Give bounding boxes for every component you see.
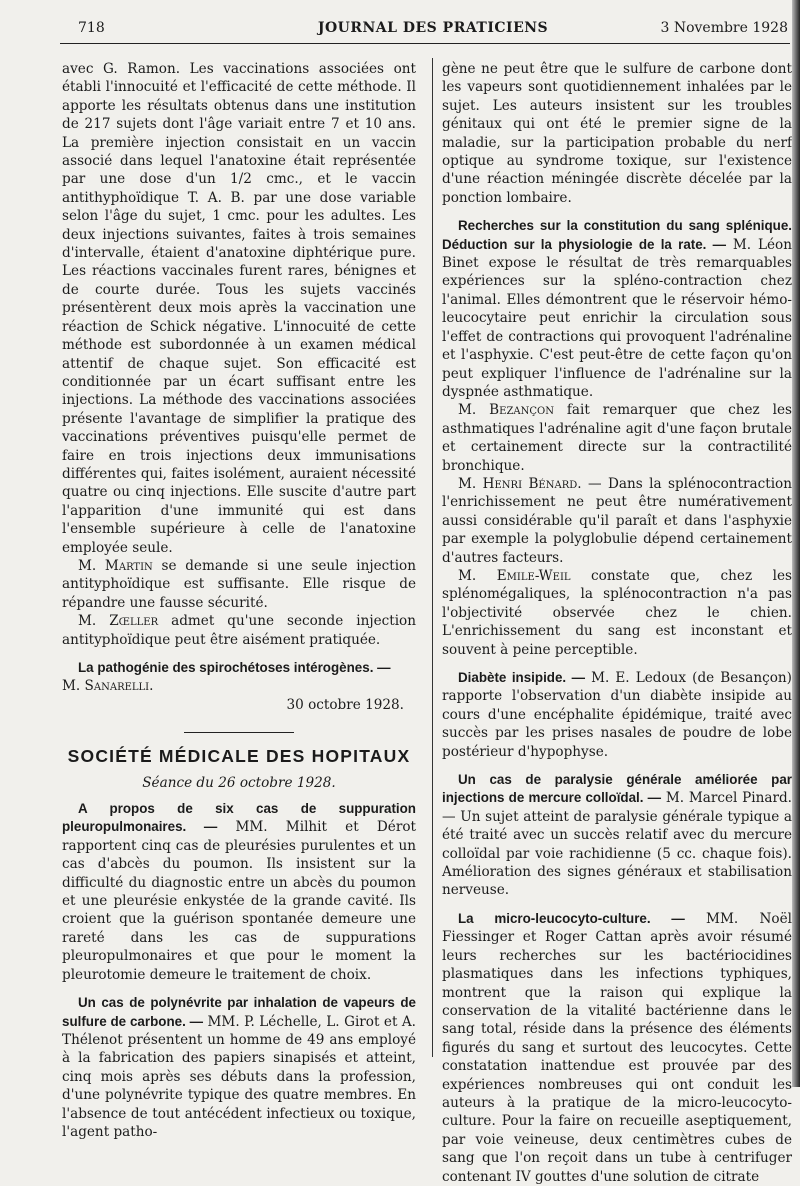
article-body: MM. P. Léchelle, L. Girot et A. Thélenot présentent un homme de 49 ans employé à la fabrication des papiers sinapisés et atteint, cinq mois après ses débuts dans la profession, d'une polynévrite typique des quatre membres. En l'absence de tout antécédent infectieux ou toxique, l'agent patho-	[62, 1013, 416, 1140]
paragraph-martin	[62, 557, 416, 612]
page-number: 718	[78, 20, 105, 36]
society-heading: SOCIÉTÉ MÉDICALE DES HOPITAUX	[67, 746, 411, 767]
article-title: Un cas de polynévrite par inhalation de vapeurs de sulfure de carbone. —	[62, 995, 416, 1029]
author-benard: M. Henri Bénard.	[458, 475, 582, 492]
spacer	[442, 900, 792, 910]
paragraph-zoeller	[62, 612, 416, 649]
article-body: MM. Milhit et Dérot rapportent cinq cas de pleurésies purulentes et un cas d'abcès du poumon. Ils insistent sur la difficulté du diagnostic entre un abcès du poumon et une pleurésie enkystée de la grande cavité. Ils croient que la guérison spontanée demeure une rareté dans les cas de suppurations pleuropulmonaires et que pour le moment la pleurotomie demeure le traitement de choix.	[62, 819, 416, 983]
page-header	[78, 20, 788, 42]
paragraph-benard	[442, 475, 792, 567]
article-title: La pathogénie des spirochétoses intérogènes. —	[78, 660, 391, 675]
journal-title: JOURNAL DES PRATICIENS	[317, 20, 549, 36]
binding-edge	[792, 0, 800, 1087]
paragraph-emile-weil	[442, 567, 792, 659]
spacer	[62, 649, 416, 659]
spacer	[442, 207, 792, 217]
author-zoeller: M. Zœller	[78, 613, 159, 630]
article-date: 30 octobre 1928.	[286, 696, 404, 713]
author-sanarelli: M. Sanarelli.	[62, 678, 154, 695]
article-body: M. Marcel Pinard. — Un sujet atteint de paralysie générale typique a été traité avec un succès relatif avec du mercure colloïdal par voie rachidienne (5 cc. chaque fois). Amélioration des signes généraux et stabilisation nerveuse.	[442, 790, 792, 899]
paragraph-text: fait remarquer que chez les asthmatiques l'adrénaline agit d'une façon brutale et certainement directe sur la contractilité bronchique.	[442, 402, 792, 474]
issue-date: 3 Novembre 1928	[660, 20, 788, 36]
paragraph-continuation: gène ne peut être que le sulfure de carbone dont les vapeurs sont quotidiennement inhalées par le sujet. Les auteurs insistent sur les troubles génitaux qui ont été le premier signe de la maladie, sur la participation probable du nerf optique au syndrome toxique, sur l'existence d'une réaction méningée discrète décelée par la ponction lombaire.	[442, 61, 792, 206]
article-diabete	[442, 669, 792, 761]
article-polynevrite	[62, 994, 416, 1141]
article-body: M. E. Ledoux (de Besançon) rapporte l'observation d'un diabète insipide au cours d'une encéphalite épidémique, traité avec succès par les prises nasales de poudre de lobe postérieur d'hypophyse.	[442, 670, 792, 760]
article-paralysie	[442, 771, 792, 900]
article-sang-splenique	[442, 217, 792, 401]
paragraph-zoeller-text: admet qu'une seconde injection antityphoïdique peut être aisément pratiquée.	[62, 613, 416, 648]
author-martin: M. Martin	[78, 557, 153, 574]
article-title: Diabète insipide. —	[458, 670, 586, 685]
spacer	[442, 659, 792, 669]
paragraph-text: constate que, chez les splénomégaliques, la splénocontraction n'a pas l'objectivité observée chez le chien. L'enrichissement du sang est inconstant et souvent à peine perceptible.	[442, 567, 792, 658]
spacer	[62, 984, 416, 994]
article-title: Un cas de paralysie générale améliorée par injections de mercure colloïdal. —	[442, 772, 792, 806]
article-title: A propos de six cas de suppuration pleuropulmonaires. —	[62, 801, 416, 835]
author-bezancon: M. Bezançon	[458, 402, 554, 419]
paragraph-ramon: avec G. Ramon. Les vaccinations associées ont établi l'innocuité et l'efficacité de cette méthode. Il apporte les résultats obtenus dans une institution de 217 sujets dont l'âge variait entre 7 et 10 ans. La première injection consistait en un vaccin associé dans lequel l'anatoxine était représentée par une dose d'un 1/2 cmc., et le vaccin antithyphoïdique T. A. B. par une dose variable selon l'âge du sujet, 1 cmc. pour les adultes. Les deux injections suivantes, faites à trois semaines d'intervalle, étaient d'anatoxine diphtérique pure. Les réactions vaccinales furent rares, bénignes et de courte durée. Tous les sujets vaccinés présentèrent deux mois après la vaccination une réaction de Schick négative. L'innocuité de cette méthode est subordonnée à un examen médical attentif de chaque sujet. Son efficacité est conditionnée par un écart suffisant entre les injections. La méthode des vaccinations associées présente l'avantage de simplifier la pratique des vaccinations préventives puisqu'elle permet de faire en trois injections deux immunisations différentes qui, faites isolément, auraient nécessité quatre ou cinq injections. Elle suscite d'autre part l'apparition d'une immunité qui est dans l'ensemble supérieure à celle de l'anatoxine employée seule.	[62, 61, 416, 556]
article-micro-leucocyto	[442, 910, 792, 1186]
article-title: Recherches sur la constitution du sang splénique. Déduction sur la physiologie de la rate. —	[442, 218, 792, 252]
column-divider	[432, 58, 433, 1057]
article-sanarelli	[62, 659, 416, 677]
article-title: La micro-leucocyto-culture. —	[458, 910, 685, 926]
paragraph-text: — Dans la splénocontraction l'enrichissement ne peut être numérativement aussi considérable qu'il paraît et dans l'asphyxie par exemple la polyglobulie dépend certainement d'autres facteurs.	[442, 475, 792, 566]
left-column	[62, 60, 416, 1141]
article-body: MM. Noël Fiessinger et Roger Cattan après avoir résumé leurs recherches sur les bactériocidines plasmatiques dans les infections typhiques, montrent que la raison qui explique la conservation de la vitalité bactérienne dans le sang total, réside dans la présence des éléments figurés du sang et surtout des leucocytes. Cette constatation inattendue est prouvée par des expériences nombreuses qui ont conduit les auteurs à la pratique de la micro-leucocyto-culture. Pour la faire on recueille aseptiquement, par voie veineuse, deux centimètres cubes de sang que l'on reçoit dans un tube à centrifuger contenant IV gouttes d'une solution de citrate	[442, 910, 792, 1185]
author-emile-weil: M. Emile-Weil	[458, 567, 571, 584]
header-rule	[60, 43, 790, 44]
paragraph-martin-text: se demande si une seule injection antityphoïdique est suffisante. Elle risque de répandre une fausse sécurité.	[62, 557, 416, 611]
paragraph-bezancon	[442, 401, 792, 475]
right-column	[442, 60, 792, 1186]
section-separator	[184, 732, 294, 733]
spacer	[442, 761, 792, 771]
article-suppuration	[62, 800, 416, 984]
article-body: M. Léon Binet expose le résultat de très remarquables expériences sur la spléno-contraction chez l'animal. Elles démontrent que le réservoir hémo-leucocytaire peut enrichir la circulation sous l'effet de contractions qui provoquent l'adrénaline et l'asphyxie. C'est peut-être de cette façon qu'on peut expliquer l'influence de l'adrénaline sur la dyspnée asthmatique.	[442, 236, 792, 400]
seance-date: Séance du 26 octobre 1928.	[142, 774, 336, 791]
